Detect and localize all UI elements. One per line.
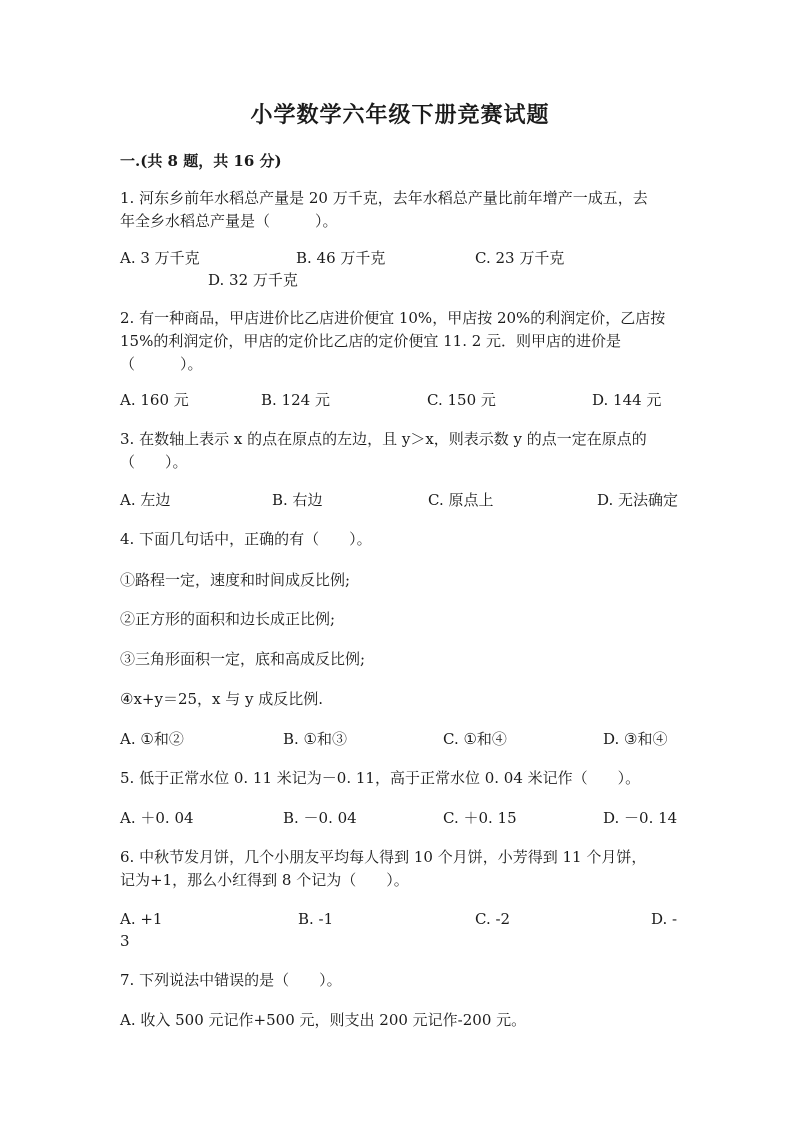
stem-line: （ ）。	[120, 453, 188, 471]
stem-line: 4. 下面几句话中，正确的有（ ）。	[120, 530, 372, 548]
q5-option-c: C. ＋0. 15	[443, 809, 517, 827]
q2-option-c: C. 150 元	[427, 391, 496, 409]
question-5-stem	[120, 767, 700, 790]
exam-title: 小学数学六年级下册竞赛试题	[250, 102, 550, 128]
stem-line: 6. 中秋节发月饼，几个小朋友平均每人得到 10 个月饼，小芳得到 11 个月饼，	[120, 848, 647, 866]
stem-line: 年全乡水稻总产量是（ ）。	[120, 212, 338, 230]
question-2-stem	[120, 307, 685, 376]
q4-statement-2: ②正方形的面积和边长成正比例;	[120, 610, 336, 628]
q3-option-b: B. 右边	[272, 491, 323, 509]
q2-option-d: D. 144 元	[592, 391, 662, 409]
q6-option-c: C. -2	[475, 910, 511, 928]
q1-option-c: C. 23 万千克	[475, 249, 565, 267]
q3-option-d: D. 无法确定	[597, 491, 679, 509]
q3-option-c: C. 原点上	[428, 491, 494, 509]
stem-line: 5. 低于正常水位 0. 11 米记为－0. 11，高于正常水位 0. 04 米记作（ ）。	[120, 769, 641, 787]
stem-line: （ ）。	[120, 355, 203, 373]
q6-option-b: B. -1	[298, 910, 334, 928]
stem-line: 1. 河东乡前年水稻总产量是 20 万千克，去年水稻总产量比前年增产一成五，去	[120, 189, 648, 207]
q1-option-b: B. 46 万千克	[296, 249, 386, 267]
q5-option-b: B. －0. 04	[283, 809, 357, 827]
stem-line: 3. 在数轴上表示 x 的点在原点的左边，且 y＞x，则表示数 y 的点一定在原点的	[120, 430, 647, 448]
q6-option-d-wrap: 3	[120, 932, 130, 950]
question-3-stem	[120, 428, 685, 474]
q4-statement-3: ③三角形面积一定，底和高成反比例;	[120, 650, 366, 668]
q4-option-b: B. ①和③	[283, 730, 348, 748]
q4-statement-4: ④x+y＝25，x 与 y 成反比例.	[120, 690, 324, 708]
q4-statement-1: ①路程一定，速度和时间成反比例;	[120, 571, 351, 589]
q4-option-a: A. ①和②	[120, 730, 184, 748]
q6-option-d: D. -	[651, 910, 678, 928]
question-1-stem	[120, 187, 685, 233]
question-7-stem	[120, 969, 685, 992]
q5-option-d: D. －0. 14	[603, 809, 678, 827]
q1-option-d: D. 32 万千克	[208, 271, 298, 289]
q5-option-a: A. ＋0. 04	[120, 809, 194, 827]
question-4-stem	[120, 528, 685, 551]
stem-line: 15%的利润定价，甲店的定价比乙店的定价便宜 11. 2 元．则甲店的进价是	[120, 332, 622, 350]
q2-option-a: A. 160 元	[120, 391, 189, 409]
stem-line: 7. 下列说法中错误的是（ ）。	[120, 971, 342, 989]
q4-option-d: D. ③和④	[603, 730, 668, 748]
section-heading: 一.(共 8 题，共 16 分)	[120, 152, 282, 170]
q2-option-b: B. 124 元	[261, 391, 330, 409]
q6-option-a: A. +1	[120, 910, 163, 928]
stem-line: 记为+1，那么小红得到 8 个记为（ ）。	[120, 871, 409, 889]
q3-option-a: A. 左边	[120, 491, 171, 509]
question-6-stem	[120, 846, 685, 892]
q7-option-a: A. 收入 500 元记作+500 元，则支出 200 元记作-200 元。	[120, 1011, 527, 1029]
q1-option-a: A. 3 万千克	[120, 249, 200, 267]
q4-option-c: C. ①和④	[443, 730, 507, 748]
stem-line: 2. 有一种商品，甲店进价比乙店进价便宜 10%，甲店按 20%的利润定价，乙店按	[120, 309, 666, 327]
